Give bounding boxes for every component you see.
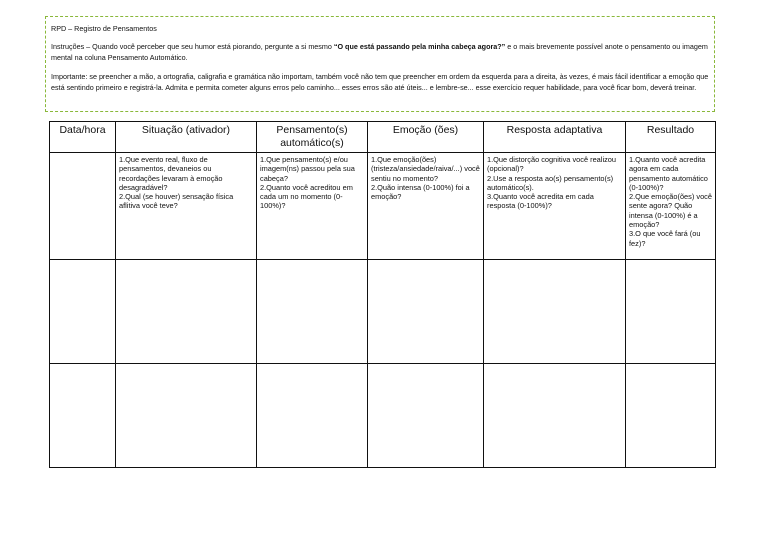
document-title: RPD – Registro de Pensamentos <box>51 24 157 33</box>
header-response: Resposta adaptativa <box>484 122 626 153</box>
cell-emotion[interactable] <box>368 364 484 468</box>
thought-record-table <box>49 121 716 468</box>
instructions-question: “O que está passando pela minha cabeça agora?” <box>333 42 506 52</box>
table-row <box>50 260 716 364</box>
cell-situation[interactable] <box>116 364 257 468</box>
cell-response[interactable] <box>484 364 626 468</box>
cell-situation[interactable] <box>116 260 257 364</box>
cell-thought[interactable] <box>257 260 368 364</box>
cell-datetime[interactable] <box>50 260 116 364</box>
table-row <box>50 153 716 260</box>
instructions-prefix: Instruções – Quando você perceber que seu humor está piorando, pergunte a si mesmo <box>51 42 334 52</box>
cell-emotion[interactable]: 1.Que emoção(ões) (tristeza/ansiedade/raiva/...) você sentiu no momento? 2.Quão intensa (0-100%) foi a emoção? <box>368 153 484 260</box>
cell-situation[interactable]: 1.Que evento real, fluxo de pensamentos, devaneios ou recordações levaram à emoção desagradável? 2.Qual (se houver) sensação física aflitiva você teve? <box>116 153 257 260</box>
cell-datetime[interactable] <box>50 153 116 260</box>
cell-thought[interactable] <box>257 364 368 468</box>
cell-result[interactable] <box>626 260 716 364</box>
header-thought: Pensamento(s) automático(s) <box>257 122 368 153</box>
table-header-row <box>50 122 716 153</box>
header-situation: Situação (ativador) <box>116 122 257 153</box>
table-row <box>50 364 716 468</box>
instructions-box <box>45 16 715 112</box>
header-result: Resultado <box>626 122 716 153</box>
cell-emotion[interactable] <box>368 260 484 364</box>
cell-thought[interactable]: 1.Que pensamento(s) e/ou imagem(ns) passou pela sua cabeça? 2.Quanto você acreditou em cada um no momento (0-100%)? <box>257 153 368 260</box>
instructions-text <box>51 42 709 63</box>
cell-result[interactable]: 1.Quanto você acredita agora em cada pensamento automático (0-100%)? 2.Que emoção(ões) você sente agora? Quão intensa (0-100%) é a emoção? 3.O que você fará (ou fez)? <box>626 153 716 260</box>
cell-datetime[interactable] <box>50 364 116 468</box>
header-emotion: Emoção (ões) <box>368 122 484 153</box>
cell-response[interactable] <box>484 260 626 364</box>
cell-response[interactable]: 1.Que distorção cognitiva você realizou (opcional)? 2.Use a resposta ao(s) pensamento(s) automático(s). 3.Quanto você acredita em cada resposta (0-100%)? <box>484 153 626 260</box>
important-note: Importante: se preencher a mão, a ortografia, caligrafia e gramática não importam, também você não tem que preencher em ordem da esquerda para a direita, às vezes, é mais fácil identificar a emoção que está sentindo primeiro e registrá-la. Admita e permita cometer alguns erros pelo caminho... esses erros são até úteis... e lembre-se... esse exercício requer habilidade, para você ficar bom, deverá treinar. <box>51 72 709 92</box>
cell-result[interactable] <box>626 364 716 468</box>
header-datetime: Data/hora <box>50 122 116 153</box>
instructions-suffix: e o mais brevemente possível anote o pensamento ou imagem mental na coluna Pensamento Automático. <box>51 42 708 62</box>
